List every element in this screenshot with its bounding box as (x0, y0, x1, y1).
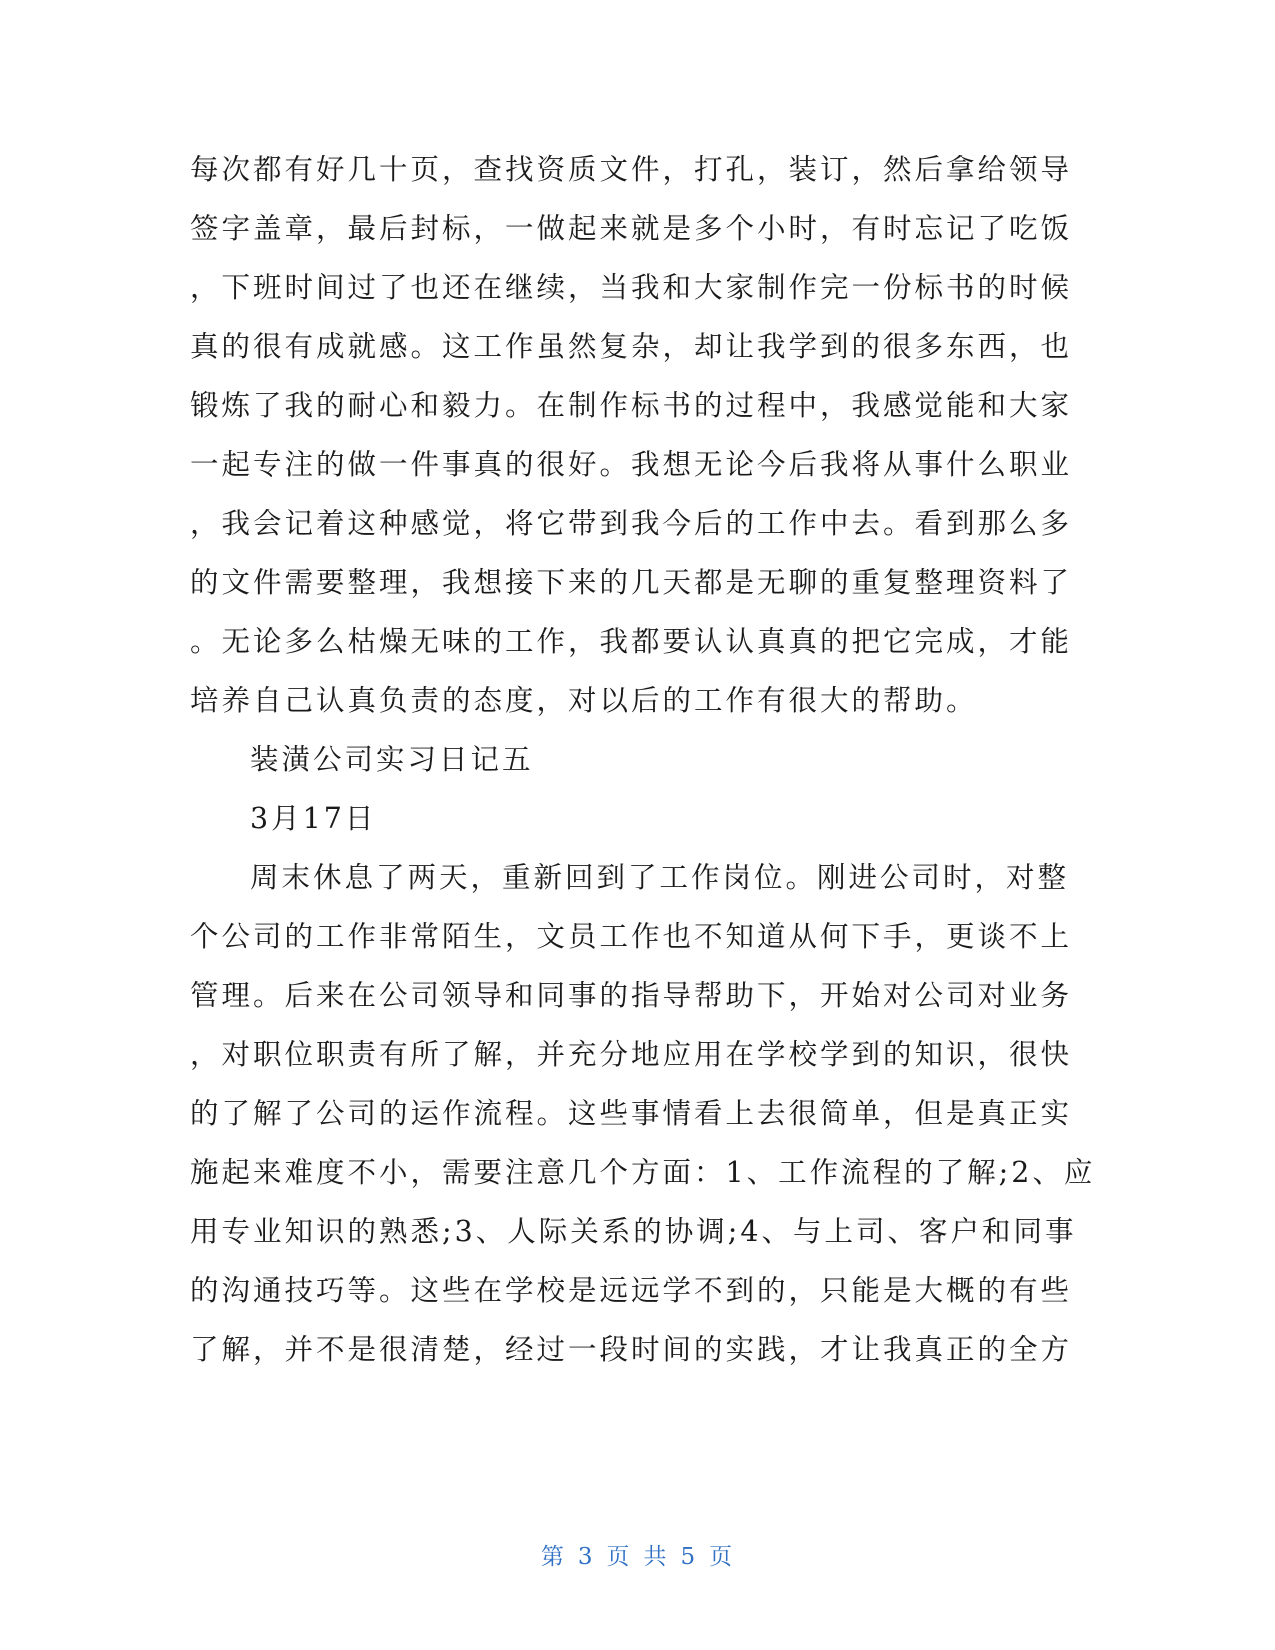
footer-total-word: 共 (643, 1544, 669, 1570)
paragraph-line: 的文件需要整理，我想接下来的几天都是无聊的重复整理资料了 (190, 566, 1073, 599)
paragraph-line: 施起来难度不小，需要注意几个方面：1、工作流程的了解;2、应 (190, 1156, 1096, 1189)
paragraph-line: 的了解了公司的运作流程。这些事情看上去很简单，但是真正实 (190, 1097, 1073, 1130)
paragraph-line: 签字盖章，最后封标，一做起来就是多个小时，有时忘记了吃饭 (190, 212, 1073, 245)
total-page-number: 5 (680, 1544, 698, 1570)
paragraph-line: 每次都有好几十页，查找资质文件，打孔，装订，然后拿给领导 (190, 153, 1073, 186)
paragraph-line: ，对职位职责有所了解，并充分地应用在学校学到的知识，很快 (190, 1038, 1073, 1071)
current-page-number: 3 (577, 1544, 595, 1570)
document-body (190, 140, 1096, 1379)
paragraph-line: 。无论多么枯燥无味的工作，我都要认认真真的把它完成，才能 (190, 625, 1073, 658)
paragraph-line: 了解，并不是很清楚，经过一段时间的实践，才让我真正的全方 (190, 1333, 1073, 1366)
footer-suffix: 页 (709, 1544, 735, 1570)
footer-page-word: 页 (606, 1544, 632, 1570)
paragraph-line: 周末休息了两天，重新回到了工作岗位。刚进公司时，对整 (250, 861, 1070, 894)
footer-prefix: 第 (540, 1544, 566, 1570)
page-number-footer (0, 1538, 1275, 1571)
paragraph-line: 真的很有成就感。这工作虽然复杂，却让我学到的很多东西，也 (190, 330, 1073, 363)
paragraph-line: 用专业知识的熟悉;3、人际关系的协调;4、与上司、客户和同事 (190, 1215, 1077, 1248)
paragraph-line: ，下班时间过了也还在继续，当我和大家制作完一份标书的时候 (190, 271, 1073, 304)
section-heading: 装潢公司实习日记五 (250, 743, 534, 776)
paragraph-line: ，我会记着这种感觉，将它带到我今后的工作中去。看到那么多 (190, 507, 1073, 540)
paragraph-line: 一起专注的做一件事真的很好。我想无论今后我将从事什么职业 (190, 448, 1073, 481)
diary-date: 3月17日 (250, 802, 377, 835)
paragraph-line: 锻炼了我的耐心和毅力。在制作标书的过程中，我感觉能和大家 (190, 389, 1073, 422)
paragraph-line: 管理。后来在公司领导和同事的指导帮助下，开始对公司对业务 (190, 979, 1073, 1012)
paragraph-line: 培养自己认真负责的态度，对以后的工作有很大的帮助。 (190, 684, 978, 717)
paragraph-line: 个公司的工作非常陌生，文员工作也不知道从何下手，更谈不上 (190, 920, 1073, 953)
paragraph-line: 的沟通技巧等。这些在学校是远远学不到的，只能是大概的有些 (190, 1274, 1073, 1307)
